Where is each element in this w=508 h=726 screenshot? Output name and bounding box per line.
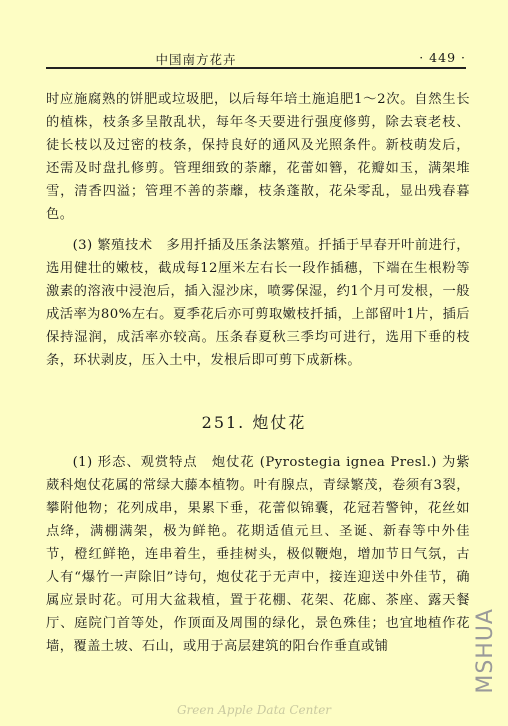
header-rule (46, 67, 466, 69)
running-header (46, 48, 466, 66)
side-watermark: MSHUA (473, 608, 498, 694)
page-number: · 449 · (419, 50, 466, 65)
paragraph-propagation: (3) 繁殖技术 多用扦插及压条法繁殖。扦插于早春开叶前进行，选用健壮的嫩枝，截成每12厘米左右长一段作插穗，下端在生根粉等激素的溶液中浸泡后，插入湿沙床，喷雾保湿，约1个月可发根，一般成活率为80%左右。夏季花后亦可剪取嫩枝扦插，上部留叶1片，插后保持湿润，成活率亦较高。压条春夏秋三季均可进行，选用下垂的枝条，环状剥皮，压入土中，发根后即可剪下成新株。 (46, 238, 470, 368)
section-title: 251. 炮仗花 (201, 413, 307, 432)
book-title: 中国南方花卉 (155, 52, 237, 67)
bottom-watermark: Green Apple Data Center (176, 703, 332, 717)
paragraph-cultivation-continued: 时应施腐熟的饼肥或垃圾肥，以后每年培土施追肥1～2次。自然生长的植株，枝条多呈散乱状，每年冬天要进行强度修剪，除去衰老枝、徒长枝以及过密的枝条，保持良好的通风及光照条件。新枝萌发后，还需及时盘扎修剪。管理细致的荼蘼，花蕾如簪，花瓣如玉，满架堆雪，清香四溢；管理不善的荼蘼，枝条蓬散，花朵零乱，显出残春暮色。 (46, 92, 470, 222)
paragraph-morphology: (1) 形态、观赏特点 炮仗花 (Pyrostegia ignea Presl.) 为紫葳科炮仗花属的常绿大藤本植物。叶有腺点，青绿繁茂，卷须有3裂，攀附他物；花列成串，果累下垂，花蕾似锦囊，花冠若警钟，花丝如点绛，满棚满架，极为鲜艳。花期适值元旦、圣诞、新春等中外佳节，橙红鲜艳，连串着生，垂挂树头，极似鞭炮，增加节日气氛，古人有“爆竹一声除旧”诗句，炮仗花于无声中，接连迎送中外佳节，确属应景时花。可用大盆栽植，置于花棚、花架、花廊、茶座、露天餐厅、庭院门首等处，作顶面及周围的绿化，景色殊佳；也宜地植作花墙，覆盖土坡、石山，或用于高层建筑的阳台作垂直或铺 (46, 455, 470, 654)
